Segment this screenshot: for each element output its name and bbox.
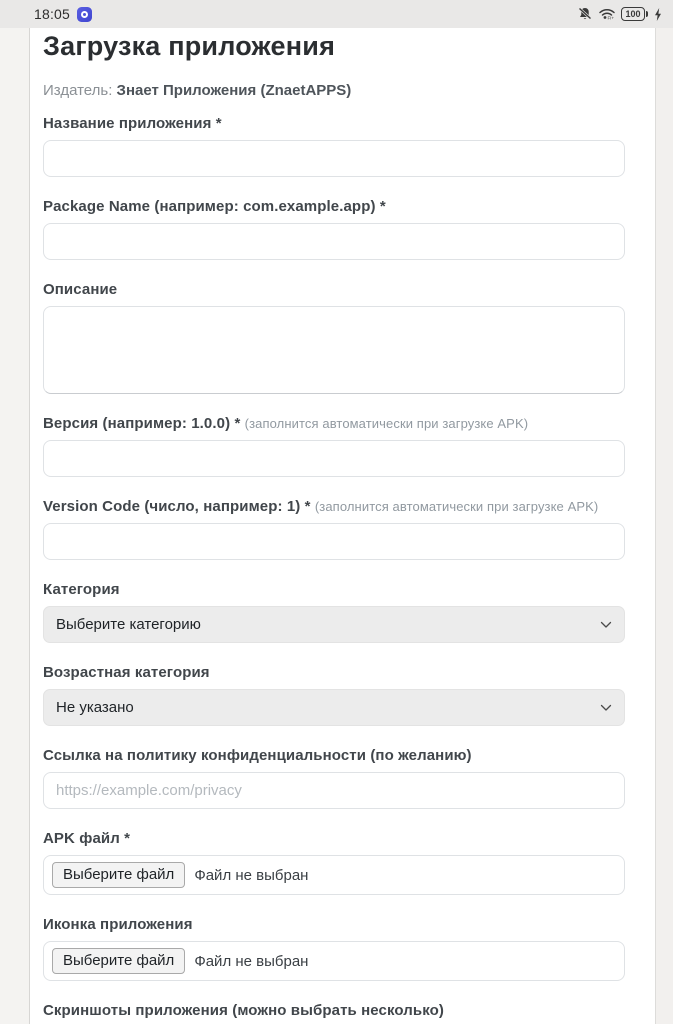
package-name-input[interactable] <box>43 223 625 260</box>
page-left-margin <box>0 28 30 1024</box>
screen-record-icon <box>77 7 92 22</box>
scrollbar-track <box>655 28 673 1024</box>
charging-bolt-icon <box>653 7 663 22</box>
description-textarea[interactable] <box>43 306 625 394</box>
chevron-down-icon <box>600 704 612 712</box>
battery-indicator <box>621 7 648 21</box>
privacy-policy-label: Ссылка на политику конфиденциальности (по желанию) <box>43 747 472 764</box>
field-privacy-policy <box>43 748 625 809</box>
field-package-name <box>43 199 625 260</box>
age-category-label: Возрастная категория <box>43 664 210 681</box>
category-label: Категория <box>43 581 120 598</box>
upload-form-page <box>30 28 655 1024</box>
page-title: Загрузка приложения <box>43 31 336 61</box>
field-version <box>43 416 625 477</box>
apk-choose-file-button[interactable]: Выберите файл <box>52 862 185 888</box>
publisher-line <box>43 82 625 100</box>
age-category-selected-value: Не указано <box>56 699 134 716</box>
chevron-down-icon <box>600 621 612 629</box>
app-name-input[interactable] <box>43 140 625 177</box>
field-screenshots <box>43 1003 625 1019</box>
version-code-label: Version Code (число, например: 1) * (заполнится автоматически при загрузке APK) <box>43 498 599 515</box>
version-code-input[interactable] <box>43 523 625 560</box>
version-code-note: (заполнится автоматически при загрузке APK) <box>314 499 599 514</box>
app-icon-label: Иконка приложения <box>43 916 193 933</box>
status-bar <box>0 0 673 28</box>
package-name-label: Package Name (например: com.example.app) * <box>43 198 386 215</box>
field-age-category <box>43 665 625 726</box>
app-name-label: Название приложения * <box>43 115 222 132</box>
apk-file-input[interactable] <box>43 855 625 895</box>
app-icon-file-input[interactable] <box>43 941 625 981</box>
notifications-muted-icon <box>577 6 593 22</box>
battery-level: 100 <box>625 8 641 19</box>
version-note: (заполнится автоматически при загрузке APK) <box>244 416 529 431</box>
apk-file-status: Файл не выбран <box>194 866 309 884</box>
field-app-name <box>43 116 625 177</box>
field-category <box>43 582 625 643</box>
privacy-policy-input[interactable] <box>43 772 625 809</box>
version-input[interactable] <box>43 440 625 477</box>
wifi-plus-icon <box>598 6 616 22</box>
category-selected-value: Выберите категорию <box>56 616 201 633</box>
field-version-code <box>43 499 625 560</box>
field-apk-file <box>43 831 625 895</box>
apk-file-label: APK файл * <box>43 830 131 847</box>
app-icon-file-status: Файл не выбран <box>194 952 309 970</box>
app-icon-choose-file-button[interactable]: Выберите файл <box>52 948 185 974</box>
field-app-icon <box>43 917 625 981</box>
app-upload-form <box>43 116 625 1019</box>
description-label: Описание <box>43 281 118 298</box>
publisher-name: Знает Приложения (ZnaetAPPS) <box>116 82 352 99</box>
field-description <box>43 282 625 394</box>
category-select[interactable] <box>43 606 625 643</box>
publisher-label: Издатель: <box>43 82 113 99</box>
clock: 18:05 <box>34 6 71 22</box>
version-label: Версия (например: 1.0.0) * (заполнится автоматически при загрузке APK) <box>43 415 529 432</box>
svg-text:Fi+: Fi+ <box>607 15 615 21</box>
age-category-select[interactable] <box>43 689 625 726</box>
screenshots-label: Скриншоты приложения (можно выбрать несколько) <box>43 1002 445 1019</box>
